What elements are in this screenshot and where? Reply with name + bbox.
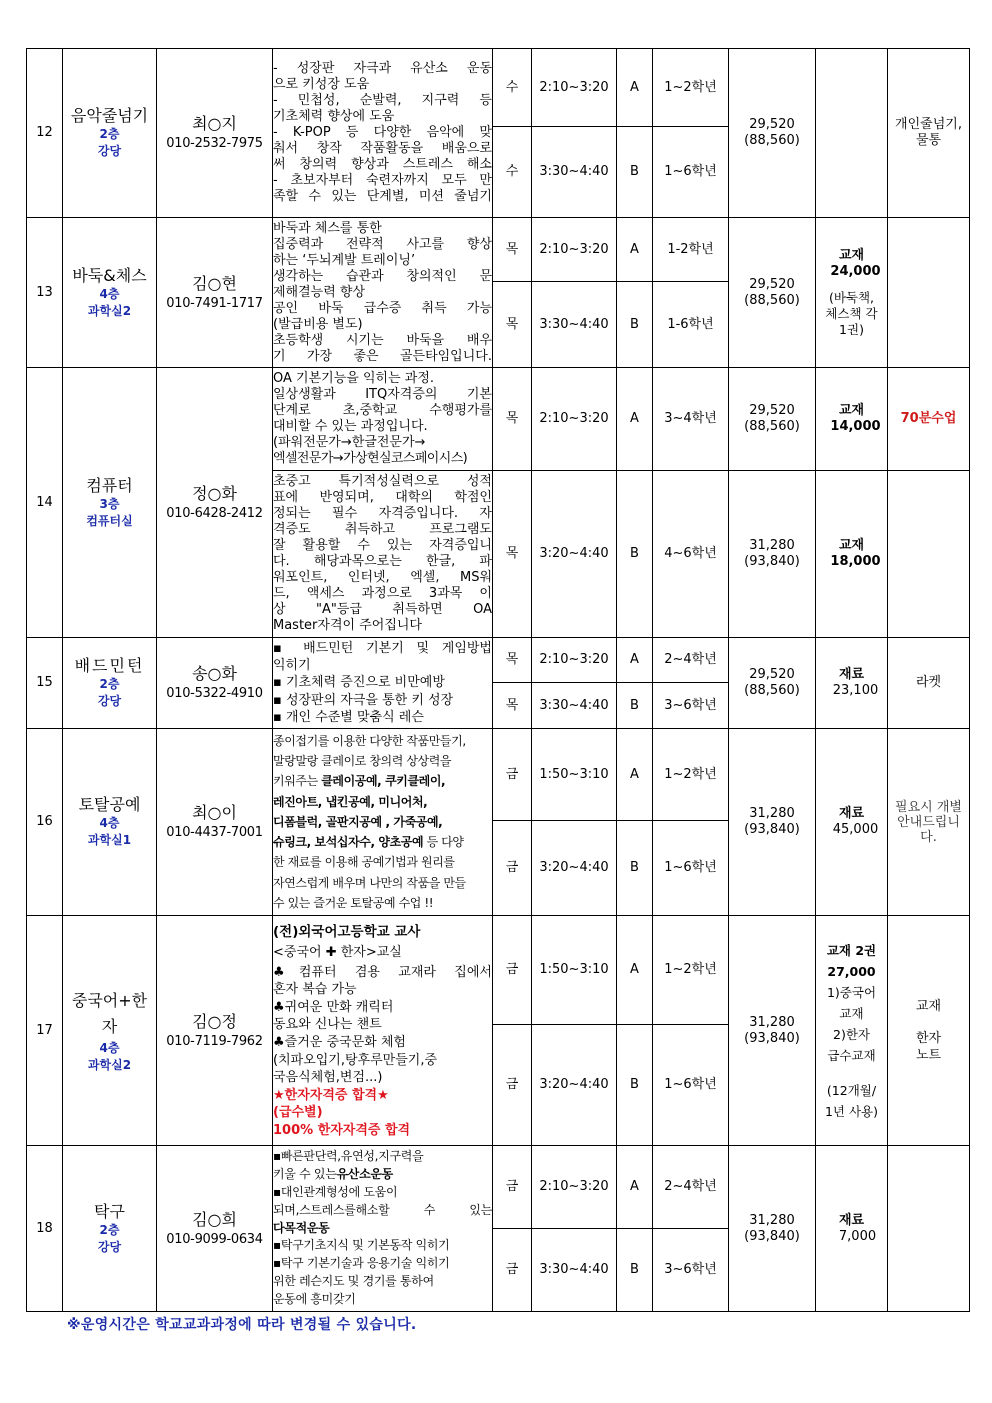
material-cell bbox=[816, 368, 888, 471]
session-day: 목 bbox=[493, 683, 532, 729]
material-label: 재료 bbox=[838, 667, 865, 682]
fee-amount: 29,520 bbox=[749, 276, 795, 292]
description-line: (파워전문가→한글전문가→ bbox=[273, 435, 426, 450]
session-grade: 1-6학년 bbox=[653, 282, 729, 368]
description-line: 수 있는 즐거운 토탈공예 수업 !! bbox=[273, 896, 434, 911]
fee-total: (88,560) bbox=[744, 419, 800, 434]
teacher-cell bbox=[157, 638, 273, 729]
session-class: B bbox=[617, 1025, 653, 1146]
session-grade: 3~6학년 bbox=[653, 683, 729, 729]
note-cell bbox=[888, 218, 970, 368]
fee-cell bbox=[729, 471, 816, 638]
material-line: 1)중국어 bbox=[826, 984, 877, 1000]
description-line: 대비할 수 있는 과정입니다. bbox=[273, 419, 428, 434]
material-price: 23,100 bbox=[832, 683, 879, 698]
subject-name: 바둑&체스 bbox=[72, 265, 147, 285]
material-cell bbox=[816, 638, 888, 729]
session-time: 1:50~3:10 bbox=[532, 916, 617, 1025]
description-line: 익히기 bbox=[273, 658, 311, 674]
session-time: 2:10~3:20 bbox=[532, 368, 617, 471]
description-line: 엑셀전문가→가상현실코스페이시스) bbox=[273, 451, 468, 466]
session-class: B bbox=[617, 282, 653, 368]
session-class: B bbox=[617, 471, 653, 638]
session-grade: 3~4학년 bbox=[653, 368, 729, 471]
session-class: A bbox=[617, 1146, 653, 1229]
session-day: 목 bbox=[493, 638, 532, 683]
description-line: 말랑말랑 클레이로 창의력 상상력을 bbox=[273, 753, 452, 768]
fee-cell bbox=[729, 638, 816, 729]
session-time: 2:10~3:20 bbox=[532, 49, 617, 127]
description-line: 잘 활용할 수 있는 자격증입니 bbox=[273, 538, 492, 553]
session-day: 금 bbox=[493, 729, 532, 821]
session-time: 3:30~4:40 bbox=[532, 282, 617, 368]
table-row bbox=[27, 729, 970, 821]
description-line: 상 "A"등급 취득하면 OA bbox=[273, 602, 492, 617]
fee-total: (93,840) bbox=[744, 554, 800, 569]
description-line: 단계로 초,중학교 수행평가를 bbox=[273, 403, 492, 418]
description-line bbox=[273, 1166, 492, 1184]
description-text: 키워주는 bbox=[273, 774, 322, 789]
session-grade: 2~4학년 bbox=[653, 1146, 729, 1229]
subject-room: 과학실2 bbox=[87, 303, 132, 318]
subject-cell bbox=[63, 218, 157, 368]
subject-cell bbox=[63, 1146, 157, 1312]
session-time: 3:20~4:40 bbox=[532, 471, 617, 638]
description-line: (전)외국어고등학교 교사 bbox=[273, 923, 421, 940]
class-number: 15 bbox=[27, 638, 63, 729]
teacher-phone: 010-2532-7975 bbox=[166, 136, 263, 151]
note-line bbox=[888, 1015, 969, 1030]
description-line: - 초보자부터 숙련자까지 모두 만 bbox=[273, 173, 492, 188]
fee-cell bbox=[729, 729, 816, 916]
note-line: 교재 bbox=[915, 998, 942, 1014]
description-highlight: 다목적운동 bbox=[273, 1220, 330, 1235]
session-day: 금 bbox=[493, 1025, 532, 1146]
description-cell bbox=[273, 1146, 493, 1312]
session-time: 3:20~4:40 bbox=[532, 1025, 617, 1146]
teacher-cell bbox=[157, 368, 273, 638]
description-line: (발급비용 별도) bbox=[273, 316, 363, 332]
description-line: 자연스럽게 배우며 나만의 작품을 만들 bbox=[273, 875, 466, 890]
description-cell bbox=[273, 218, 493, 368]
subject-name: 탁구 bbox=[94, 1201, 125, 1221]
teacher-cell bbox=[157, 49, 273, 218]
description-line: ▪ 배드민턴 기본기 및 게임방법 bbox=[273, 640, 492, 656]
note-line: 한자 bbox=[915, 1030, 942, 1046]
session-grade: 1~2학년 bbox=[653, 916, 729, 1025]
material-price: 24,000 bbox=[830, 263, 881, 279]
session-day: 목 bbox=[493, 471, 532, 638]
fee-total: (88,560) bbox=[744, 683, 800, 698]
session-grade: 3~6학년 bbox=[653, 1229, 729, 1312]
description-cell bbox=[273, 49, 493, 218]
description-line: 춰서 창작 작품활동을 배움으로 bbox=[273, 141, 492, 156]
description-line: Master자격이 주어집니다 bbox=[273, 618, 422, 633]
teacher-name: 김○희 bbox=[192, 1209, 237, 1229]
session-grade: 1~6학년 bbox=[653, 127, 729, 218]
description-line: 바둑과 체스를 통한 bbox=[273, 220, 382, 236]
subject-room: 컴퓨터실 bbox=[86, 513, 133, 528]
material-label: 교재 bbox=[838, 247, 865, 263]
subject-cell bbox=[63, 729, 157, 916]
material-price: 14,000 bbox=[830, 419, 881, 434]
fee-total: (93,840) bbox=[744, 1228, 800, 1244]
material-label: 교재 bbox=[838, 403, 865, 418]
session-grade: 1-2학년 bbox=[653, 218, 729, 282]
session-day: 수 bbox=[493, 49, 532, 127]
description-line: 으로 키성장 도움 bbox=[273, 77, 370, 92]
session-grade: 2~4학년 bbox=[653, 638, 729, 683]
description-line: - K-POP 등 다양한 음악에 맞 bbox=[273, 125, 492, 140]
fee-amount: 31,280 bbox=[749, 1212, 795, 1228]
session-day: 금 bbox=[493, 1146, 532, 1229]
session-class: A bbox=[617, 729, 653, 821]
description-highlight: 슈링크, 보석십자수, 양초공예 bbox=[273, 835, 424, 850]
description-line: 족할 수 있는 단계별, 미션 줄넘기 bbox=[273, 189, 492, 204]
description-line: ♣컴퓨터 겸용 교재라 집에서 bbox=[273, 964, 492, 980]
subject-name: 토탈공예 bbox=[78, 795, 141, 814]
subject-floor: 2층 bbox=[99, 1222, 120, 1237]
session-day: 목 bbox=[493, 218, 532, 282]
description-cell bbox=[273, 729, 493, 916]
session-grade: 1~6학년 bbox=[653, 821, 729, 916]
session-grade: 1~2학년 bbox=[653, 49, 729, 127]
description-line: 기 가장 좋은 골든타임입니다. bbox=[273, 348, 492, 364]
material-cell bbox=[816, 49, 888, 218]
description-line: 생각하는 습관과 창의적인 문 bbox=[273, 268, 492, 284]
description-line: <중국어 ✚ 한자>교실 bbox=[273, 944, 402, 960]
description-line: 공인 바둑 급수증 취득 가능 bbox=[273, 300, 492, 316]
description-highlight: (급수별) bbox=[273, 1105, 323, 1121]
description-line: OA 기본기능을 익히는 과정. bbox=[273, 371, 435, 386]
material-label: 교재 2권 bbox=[826, 942, 877, 958]
subject-cell bbox=[63, 916, 157, 1146]
description-line: ♣귀여운 만화 캐릭터 bbox=[273, 999, 394, 1015]
description-cell bbox=[273, 916, 493, 1146]
teacher-cell bbox=[157, 1146, 273, 1312]
subject-floor: 2층 bbox=[99, 127, 120, 141]
teacher-phone: 010-4437-7001 bbox=[166, 825, 263, 840]
material-price: 7,000 bbox=[838, 1228, 877, 1244]
material-line: 1년 사용) bbox=[824, 1103, 879, 1119]
fee-cell bbox=[729, 368, 816, 471]
teacher-name: 김○현 bbox=[192, 273, 237, 293]
description-highlight: 클레이공예, 쿠키클레이, bbox=[321, 774, 446, 789]
description-cell bbox=[273, 638, 493, 729]
description-line: 동요와 신나는 챈트 bbox=[273, 1017, 382, 1033]
description-line: 위한 레슨지도 및 경기를 통하여 bbox=[273, 1273, 434, 1288]
table-row bbox=[27, 49, 970, 127]
fee-amount: 31,280 bbox=[749, 806, 795, 821]
subject-floor: 4층 bbox=[99, 816, 120, 830]
teacher-phone: 010-7119-7962 bbox=[166, 1033, 263, 1049]
session-day: 목 bbox=[493, 282, 532, 368]
description-line bbox=[273, 832, 492, 852]
description-line: 초등학생 시기는 바둑을 배우 bbox=[273, 332, 492, 348]
session-time: 2:10~3:20 bbox=[532, 218, 617, 282]
description-line: 워포인트, 인터넷, 엑셀, MS워 bbox=[273, 570, 492, 585]
session-time: 1:50~3:10 bbox=[532, 729, 617, 821]
session-class: B bbox=[617, 127, 653, 218]
note-line: 노트 bbox=[915, 1047, 942, 1063]
teacher-phone: 010-7491-1717 bbox=[166, 295, 263, 311]
material-price: 45,000 bbox=[832, 822, 879, 837]
session-class: A bbox=[617, 368, 653, 471]
session-class: A bbox=[617, 916, 653, 1025]
class-number: 12 bbox=[27, 49, 63, 218]
teacher-name: 최○이 bbox=[192, 803, 237, 822]
fee-amount: 29,520 bbox=[749, 117, 795, 132]
class-number: 16 bbox=[27, 729, 63, 916]
session-class: B bbox=[617, 821, 653, 916]
session-time: 2:10~3:20 bbox=[532, 638, 617, 683]
table-row bbox=[27, 916, 970, 1025]
description-line bbox=[273, 771, 492, 791]
class-number: 13 bbox=[27, 218, 63, 368]
fee-total: (93,840) bbox=[744, 822, 800, 837]
fee-amount: 29,520 bbox=[749, 403, 795, 418]
subject-name: 음악줄넘기 bbox=[70, 106, 149, 125]
subject-floor: 4층 bbox=[99, 1040, 120, 1055]
note-cell bbox=[888, 471, 970, 638]
teacher-name: 김○정 bbox=[192, 1011, 237, 1031]
description-line: ▪ 개인 수준별 맞춤식 레슨 bbox=[273, 709, 424, 725]
description-highlight: 디폼블럭, 골판지공예 , 가죽공예, bbox=[273, 814, 443, 829]
description-line: ▪빠른판단력,유연성,지구력을 bbox=[273, 1149, 424, 1164]
teacher-name: 송○화 bbox=[192, 664, 237, 683]
subject-cell bbox=[63, 638, 157, 729]
session-time: 3:30~4:40 bbox=[532, 1229, 617, 1312]
description-line: (치파오입기,탕후루만들기,중 bbox=[273, 1052, 438, 1068]
session-class: A bbox=[617, 638, 653, 683]
note-cell bbox=[888, 916, 970, 1146]
description-line: 드, 액세스 과정으로 3과목 이 bbox=[273, 586, 492, 601]
table-row bbox=[27, 218, 970, 282]
material-label: 재료 bbox=[838, 806, 865, 821]
description-line: ▪ 기초체력 증진으로 비만예방 bbox=[273, 675, 445, 691]
description-line: ▪대인관계형성에 도움이 bbox=[273, 1185, 398, 1199]
fee-total: (88,560) bbox=[744, 133, 800, 148]
session-time: 2:10~3:20 bbox=[532, 1146, 617, 1229]
description-line: ♣즐거운 중국문화 체험 bbox=[273, 1034, 406, 1050]
duration-note: 70분수업 bbox=[900, 411, 957, 426]
material-cell bbox=[816, 916, 888, 1146]
subject-room: 강당 bbox=[97, 144, 122, 158]
description-highlight: 유산소운동 bbox=[336, 1167, 393, 1182]
teacher-cell bbox=[157, 218, 273, 368]
session-day: 금 bbox=[493, 1229, 532, 1312]
table-row bbox=[27, 638, 970, 683]
material-line: 교재 bbox=[839, 1005, 864, 1021]
fee-total: (93,840) bbox=[744, 1030, 800, 1046]
description-line: 하는 ‘두뇌계발 트레이닝’ bbox=[273, 252, 416, 268]
session-time: 3:30~4:40 bbox=[532, 683, 617, 729]
session-day: 목 bbox=[493, 368, 532, 471]
material-line: 2)한자 bbox=[833, 1026, 870, 1042]
session-time: 3:30~4:40 bbox=[532, 127, 617, 218]
subject-floor: 2층 bbox=[99, 677, 120, 691]
fee-amount: 31,280 bbox=[749, 538, 795, 553]
material-line bbox=[816, 1066, 887, 1080]
session-time: 3:20~4:40 bbox=[532, 821, 617, 916]
description-highlight: 레진아트, 냅킨공예, 미니어처, bbox=[273, 794, 428, 809]
schedule-change-notice: ※운영시간은 학교교과과정에 따라 변경될 수 있습니다. bbox=[67, 1317, 417, 1333]
session-grade: 4~6학년 bbox=[653, 471, 729, 638]
subject-room: 강당 bbox=[97, 1239, 122, 1254]
material-cell bbox=[816, 1146, 888, 1312]
material-line: (12개월/ bbox=[826, 1082, 877, 1098]
subject-floor: 3층 bbox=[99, 496, 120, 511]
description-line: 국음식체험,변검...) bbox=[273, 1070, 383, 1086]
description-line: 운동에 흥미갖기 bbox=[273, 1291, 356, 1306]
session-class: A bbox=[617, 218, 653, 282]
description-line: 혼자 복습 가능 bbox=[273, 982, 357, 998]
session-class: A bbox=[617, 49, 653, 127]
fee-cell bbox=[729, 916, 816, 1146]
material-label: 재료 bbox=[838, 1212, 865, 1228]
fee-total: (88,560) bbox=[744, 292, 800, 308]
fee-cell bbox=[729, 49, 816, 218]
material-cell bbox=[816, 218, 888, 368]
material-note: (바둑책, 체스책 각 1권) bbox=[825, 289, 878, 337]
description-line: 종이접기를 이용한 다양한 작품만들기, bbox=[273, 733, 466, 748]
subject-cell bbox=[63, 368, 157, 638]
subject-name: 배드민턴 bbox=[74, 656, 145, 675]
teacher-name: 정○화 bbox=[192, 483, 237, 503]
material-cell bbox=[816, 729, 888, 916]
description-line: - 민첩성, 순발력, 지구력 등 bbox=[273, 93, 492, 108]
teacher-cell bbox=[157, 916, 273, 1146]
session-class: B bbox=[617, 1229, 653, 1312]
class-number: 18 bbox=[27, 1146, 63, 1312]
description-line: 격증도 취득하고 프로그램도 bbox=[273, 522, 492, 537]
description-line: ▪탁구 기본기술과 응용기술 익히기 bbox=[273, 1256, 450, 1271]
teacher-cell bbox=[157, 729, 273, 916]
subject-floor: 4층 bbox=[99, 286, 120, 301]
description-line: 표에 반영되며, 대학의 학점인 bbox=[273, 490, 492, 505]
class-number: 14 bbox=[27, 368, 63, 638]
description-line: 되며,스트레스를해소할 수 있는 bbox=[273, 1202, 492, 1217]
teacher-phone: 010-6428-2412 bbox=[166, 505, 263, 521]
fee-amount: 31,280 bbox=[749, 1014, 795, 1030]
teacher-phone: 010-9099-0634 bbox=[166, 1231, 263, 1247]
class-number: 17 bbox=[27, 916, 63, 1146]
session-grade: 1~2학년 bbox=[653, 729, 729, 821]
description-line: 써 창의력 향상과 스트레스 해소 bbox=[273, 157, 492, 172]
description-line: 제해결능력 향상 bbox=[273, 284, 366, 300]
subject-name: 중국어+한자 bbox=[71, 990, 148, 1036]
description-text: 등 다양 bbox=[423, 835, 464, 850]
description-line: 정되는 필수 자격증입니다. 자 bbox=[273, 506, 492, 521]
subject-cell bbox=[63, 49, 157, 218]
description-cell bbox=[273, 368, 493, 471]
subject-room: 과학실1 bbox=[87, 833, 132, 847]
teacher-name: 최○지 bbox=[192, 114, 237, 133]
description-line: - 성장판 자극과 유산소 운동 bbox=[273, 61, 492, 76]
afterschool-schedule-table bbox=[26, 48, 970, 1312]
subject-room: 강당 bbox=[97, 694, 122, 708]
description-line: 다. 해당과목으로는 한글, 파 bbox=[273, 554, 492, 569]
teacher-phone: 010-5322-4910 bbox=[166, 686, 263, 701]
description-line: 초중고 특기적성실력으로 성적 bbox=[273, 474, 492, 489]
material-price: 18,000 bbox=[830, 554, 881, 569]
session-day: 금 bbox=[493, 821, 532, 916]
fee-cell bbox=[729, 218, 816, 368]
note-cell: 개인줄넘기, 물통 bbox=[888, 49, 970, 218]
description-line: 일상생활과 ITQ자격증의 기본 bbox=[273, 387, 492, 402]
description-line: 집중력과 전략적 사고를 향상 bbox=[273, 236, 492, 252]
session-class: B bbox=[617, 683, 653, 729]
session-day: 금 bbox=[493, 916, 532, 1025]
subject-room: 과학실2 bbox=[87, 1057, 132, 1072]
fee-cell bbox=[729, 1146, 816, 1312]
description-cell bbox=[273, 471, 493, 638]
note-cell bbox=[888, 368, 970, 471]
subject-name: 컴퓨터 bbox=[86, 475, 133, 495]
note-cell bbox=[888, 1146, 970, 1312]
material-cell bbox=[816, 471, 888, 638]
session-day: 수 bbox=[493, 127, 532, 218]
note-cell: 필요시 개별 안내드립니다. bbox=[888, 729, 970, 916]
table-row bbox=[27, 368, 970, 471]
material-label: 교재 bbox=[838, 538, 865, 553]
fee-amount: 29,520 bbox=[749, 667, 795, 682]
material-line: 급수교재 bbox=[827, 1047, 876, 1063]
note-cell: 라켓 bbox=[888, 638, 970, 729]
description-line: ▪탁구기초지식 및 기본동작 익히기 bbox=[273, 1238, 450, 1253]
description-line: 한 재료를 이용해 공예기법과 원리를 bbox=[273, 855, 455, 870]
session-grade: 1~6학년 bbox=[653, 1025, 729, 1146]
description-line: ▪ 성장판의 자극을 통한 키 성장 bbox=[273, 692, 454, 708]
material-price: 27,000 bbox=[827, 963, 876, 979]
description-highlight: ★한자자격증 합격★ bbox=[273, 1087, 389, 1103]
description-text: 키울 수 있는 bbox=[273, 1167, 337, 1182]
description-line: 기초체력 향상에 도움 bbox=[273, 109, 395, 124]
table-row bbox=[27, 1146, 970, 1229]
description-highlight: 100% 한자자격증 합격 bbox=[273, 1122, 411, 1138]
